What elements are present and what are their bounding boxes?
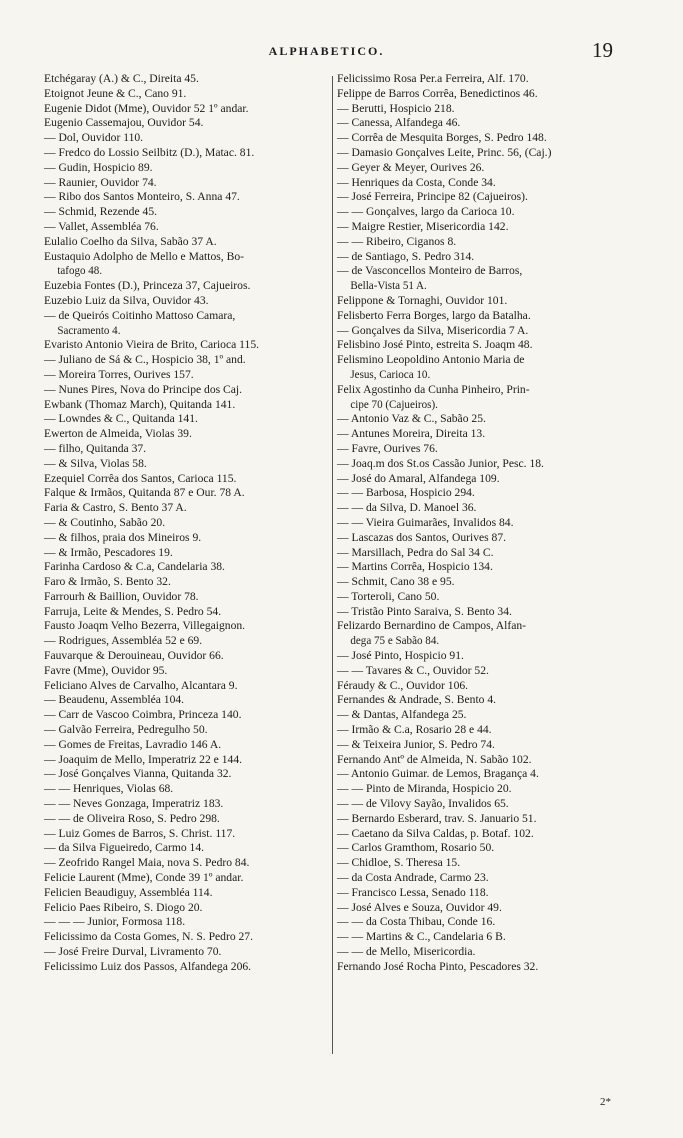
directory-entry: — Rodrigues, Assembléa 52 e 69.	[44, 634, 203, 648]
directory-entry: Felicissimo Luiz dos Passos, Alfandega 206.	[44, 959, 252, 973]
directory-entry: — Carlos Gramthom, Rosario 50.	[337, 841, 495, 855]
directory-entry: Felicissimo da Costa Gomes, N. S. Pedro 27.	[44, 930, 254, 944]
directory-entry: — — de Mello, Misericordia.	[337, 945, 476, 959]
directory-entry: — Antunes Moreira, Direita 13.	[337, 427, 486, 441]
page-header	[40, 38, 613, 68]
directory-entry: — Juliano de Sá & C., Hospicio 38, 1º and.	[44, 353, 246, 367]
directory-entry: Jesus, Carioca 10.	[350, 367, 431, 381]
directory-entry: Felix Agostinho da Cunha Pinheiro, Prin-	[337, 382, 530, 396]
directory-entry: Eulalio Coelho da Silva, Sabão 37 A.	[44, 234, 217, 248]
directory-entry: Felisberto Ferra Borges, largo da Batalha.	[337, 308, 531, 322]
directory-entry: Fausto Joaqm Velho Bezerra, Villegaignon.	[44, 619, 246, 633]
directory-entry: Felicie Laurent (Mme), Conde 39 1º andar.	[44, 871, 244, 885]
directory-entry: — Luiz Gomes de Barros, S. Christ. 117.	[44, 826, 236, 840]
directory-entry: Fauvarque & Derouineau, Ouvidor 66.	[44, 649, 224, 663]
directory-entry: Féraudy & C., Ouvidor 106.	[337, 678, 469, 692]
directory-entry: — Schmit, Cano 38 e 95.	[337, 575, 455, 589]
directory-entry: Eugenie Didot (Mme), Ouvidor 52 1º andar.	[44, 101, 249, 115]
directory-entry: — de Santiago, S. Pedro 314.	[337, 249, 475, 263]
directory-entry: — & filhos, praia dos Mineiros 9.	[44, 530, 202, 544]
directory-entry: — José Freire Durval, Livramento 70.	[44, 945, 222, 959]
signature-mark: 2*	[600, 1096, 611, 1108]
directory-entry: — de Vasconcellos Monteiro de Barros,	[337, 264, 523, 278]
directory-entry: — Lascazas dos Santos, Ourives 87.	[337, 530, 507, 544]
directory-entry: Etchégaray (A.) & C., Direita 45.	[44, 72, 199, 85]
directory-entry: Felippone & Tornaghi, Ouvidor 101.	[337, 293, 508, 307]
directory-entry: — Bernardo Esberard, trav. S. Januario 51.	[337, 811, 537, 825]
directory-entry: — Favre, Ourives 76.	[337, 441, 438, 455]
directory-entry: — Torteroli, Cano 50.	[337, 589, 440, 603]
directory-entry: Bella-Vista 51 A.	[350, 279, 427, 293]
directory-entry: — — de Oliveira Roso, S. Pedro 298.	[44, 811, 220, 825]
directory-entry: — Antonio Guimar. de Lemos, Bragança 4.	[337, 767, 539, 781]
directory-entry: cipe 70 (Cajueiros).	[350, 397, 438, 411]
directory-entry: Farinha Cardoso & C.a, Candelaria 38.	[44, 560, 225, 574]
directory-entry: Eugenio Cassemajou, Ouvidor 54.	[44, 116, 204, 130]
directory-entry: — — Pinto de Miranda, Hospicio 20.	[337, 782, 512, 796]
directory-entry: — Francisco Lessa, Senado 118.	[337, 885, 489, 899]
directory-entry: — & Dantas, Alfandega 25.	[337, 708, 467, 722]
directory-entry: — José Pinto, Hospicio 91.	[337, 649, 464, 663]
directory-entry: Falque & Irmãos, Quitanda 87 e Our. 78 A.	[44, 486, 245, 500]
directory-entry: — — de Vilovy Sayão, Invalidos 65.	[337, 797, 509, 811]
directory-entry: Euzebia Fontes (D.), Princeza 37, Cajueiros.	[44, 279, 251, 293]
directory-entry: Ewbank (Thomaz March), Quitanda 141.	[44, 397, 236, 411]
directory-entry: — Gonçalves da Silva, Misericordia 7 A.	[337, 323, 529, 337]
directory-entry: — Beaudenu, Assembléa 104.	[44, 693, 185, 707]
directory-entry: — — da Costa Thibau, Conde 16.	[337, 915, 496, 929]
directory-entry: — Geyer & Meyer, Ourives 26.	[337, 160, 485, 174]
directory-entry: Fernando José Rocha Pinto, Pescadores 32.	[337, 959, 539, 973]
right-column	[337, 72, 644, 975]
directory-entry: Ezequiel Corrêa dos Santos, Carioca 115.	[44, 471, 237, 485]
directory-entry: — Corrêa de Mesquita Borges, S. Pedro 148.	[337, 131, 547, 145]
directory-entry: — — Ribeiro, Ciganos 8.	[337, 234, 457, 248]
directory-entry: — — — Junior, Formosa 118.	[44, 915, 186, 929]
directory-entry: — José Alves e Souza, Ouvidor 49.	[337, 900, 502, 914]
directory-entry: — Chidloe, S. Theresa 15.	[337, 856, 461, 870]
page-number: 19	[592, 38, 613, 62]
directory-entry: Ewerton de Almeida, Violas 39.	[44, 427, 192, 441]
directory-entry: — Tristão Pinto Saraiva, S. Bento 34.	[337, 604, 512, 618]
directory-entry: — — Tavares & C., Ouvidor 52.	[337, 663, 489, 677]
directory-entry: Eustaquio Adolpho de Mello e Mattos, Bo-	[44, 249, 244, 263]
directory-entry: Felicien Beaudiguy, Assembléa 114.	[44, 885, 213, 899]
directory-entry: — Henriques da Costa, Conde 34.	[337, 175, 496, 189]
directory-entry: Favre (Mme), Ouvidor 95.	[44, 663, 168, 677]
directory-entry: — Moreira Torres, Ourives 157.	[44, 367, 194, 381]
directory-entry: — & Silva, Violas 58.	[44, 456, 147, 470]
directory-entry: — da Costa Andrade, Carmo 23.	[337, 871, 489, 885]
directory-columns	[44, 72, 644, 1072]
directory-entry: — Damasio Gonçalves Leite, Princ. 56, (Caj.)	[337, 145, 552, 159]
directory-entry: Evaristo Antonio Vieira de Brito, Carioca 115.	[44, 338, 260, 352]
directory-entry: Felicissimo Rosa Per.a Ferreira, Alf. 170.	[337, 72, 529, 85]
directory-entry: — Antonio Vaz & C., Sabão 25.	[337, 412, 486, 426]
directory-entry: — Marsillach, Pedra do Sal 34 C.	[337, 545, 494, 559]
directory-entry: Farruja, Leite & Mendes, S. Pedro 54.	[44, 604, 222, 618]
directory-entry: — José Gonçalves Vianna, Quitanda 32.	[44, 767, 232, 781]
directory-entry: — — Henriques, Violas 68.	[44, 782, 174, 796]
directory-entry: — — Vieira Guimarães, Invalidos 84.	[337, 515, 514, 529]
directory-entry: — — da Silva, D. Manoel 36.	[337, 501, 477, 515]
directory-entry: — José Ferreira, Principe 82 (Cajueiros).	[337, 190, 528, 204]
directory-entry: — Maigre Restier, Misericordia 142.	[337, 219, 509, 233]
directory-entry: — Vallet, Assembléa 76.	[44, 219, 159, 233]
directory-entry: Sacramento 4.	[57, 323, 121, 337]
directory-entry: — & Irmão, Pescadores 19.	[44, 545, 173, 559]
directory-entry: Farrourh & Baillion, Ouvidor 78.	[44, 589, 199, 603]
directory-entry: — Caetano da Silva Caldas, p. Botaf. 102.	[337, 826, 534, 840]
column-divider	[332, 76, 333, 1054]
directory-entry: Felisbino José Pinto, estreita S. Joaqm 48.	[337, 338, 533, 352]
directory-entry: Felizardo Bernardino de Campos, Alfan-	[337, 619, 526, 633]
directory-entry: tafogo 48.	[57, 264, 103, 278]
directory-entry: Faria & Castro, S. Bento 37 A.	[44, 501, 187, 515]
directory-entry: dega 75 e Sabão 84.	[350, 634, 440, 648]
directory-entry: — de Queirós Coitinho Mattoso Camara,	[44, 308, 236, 322]
running-title: ALPHABETICO.	[268, 44, 385, 58]
directory-entry: — Irmão & C.a, Rosario 28 e 44.	[337, 723, 492, 737]
directory-entry: — — Barbosa, Hospicio 294.	[337, 486, 475, 500]
directory-entry: — Fredco do Lossio Seilbitz (D.), Matac. 81.	[44, 145, 255, 159]
directory-entry: Feliciano Alves de Carvalho, Alcantara 9.	[44, 678, 238, 692]
directory-entry: Faro & Irmão, S. Bento 32.	[44, 575, 171, 589]
left-column	[44, 72, 334, 975]
directory-entry: Fernandes & Andrade, S. Bento 4.	[337, 693, 497, 707]
directory-entry: — Joaquim de Mello, Imperatriz 22 e 144.	[44, 752, 243, 766]
directory-entry: — da Silva Figueiredo, Carmo 14.	[44, 841, 205, 855]
directory-entry: — & Teixeira Junior, S. Pedro 74.	[337, 737, 495, 751]
directory-entry: Felismino Leopoldino Antonio Maria de	[337, 353, 525, 367]
directory-entry: — Canessa, Alfandega 46.	[337, 116, 461, 130]
directory-entry: Fernando Antº de Almeida, N. Sabão 102.	[337, 752, 532, 766]
directory-entry: — Joaq.m dos St.os Cassão Junior, Pesc. 18.	[337, 456, 544, 470]
directory-entry: — Schmid, Rezende 45.	[44, 205, 158, 219]
directory-entry: — — Martins & C., Candelaria 6 B.	[337, 930, 506, 944]
directory-entry: Euzebio Luiz da Silva, Ouvidor 43.	[44, 293, 209, 307]
directory-entry: Felippe de Barros Corrêa, Benedictinos 46.	[337, 86, 538, 100]
directory-entry: — — Neves Gonzaga, Imperatriz 183.	[44, 797, 224, 811]
directory-entry: — filho, Quitanda 37.	[44, 441, 147, 455]
directory-entry: — Zeofrido Rangel Maia, nova S. Pedro 84.	[44, 856, 250, 870]
directory-entry: — Nunes Pires, Nova do Principe dos Caj.	[44, 382, 243, 396]
directory-entry: Felicio Paes Ribeiro, S. Diogo 20.	[44, 900, 203, 914]
directory-entry: — Ribo dos Santos Monteiro, S. Anna 47.	[44, 190, 240, 204]
directory-entry: — Berutti, Hospicio 218.	[337, 101, 455, 115]
directory-entry: — Galvão Ferreira, Pedregulho 50.	[44, 723, 208, 737]
directory-entry: — — Gonçalves, largo da Carioca 10.	[337, 205, 515, 219]
directory-entry: — Carr de Vascoo Coimbra, Princeza 140.	[44, 708, 242, 722]
directory-entry: — Lowndes & C., Quitanda 141.	[44, 412, 198, 426]
directory-entry: — & Coutinho, Sabão 20.	[44, 515, 166, 529]
directory-entry: — José do Amaral, Alfandega 109.	[337, 471, 500, 485]
directory-entry: — Gudin, Hospicio 89.	[44, 160, 153, 174]
directory-entry: — Gomes de Freitas, Lavradio 146 A.	[44, 737, 222, 751]
directory-entry: — Raunier, Ouvidor 74.	[44, 175, 157, 189]
directory-entry: — Dol, Ouvidor 110.	[44, 131, 144, 145]
directory-entry: Etoignot Jeune & C., Cano 91.	[44, 86, 187, 100]
directory-entry: — Martins Corrêa, Hospicio 134.	[337, 560, 493, 574]
